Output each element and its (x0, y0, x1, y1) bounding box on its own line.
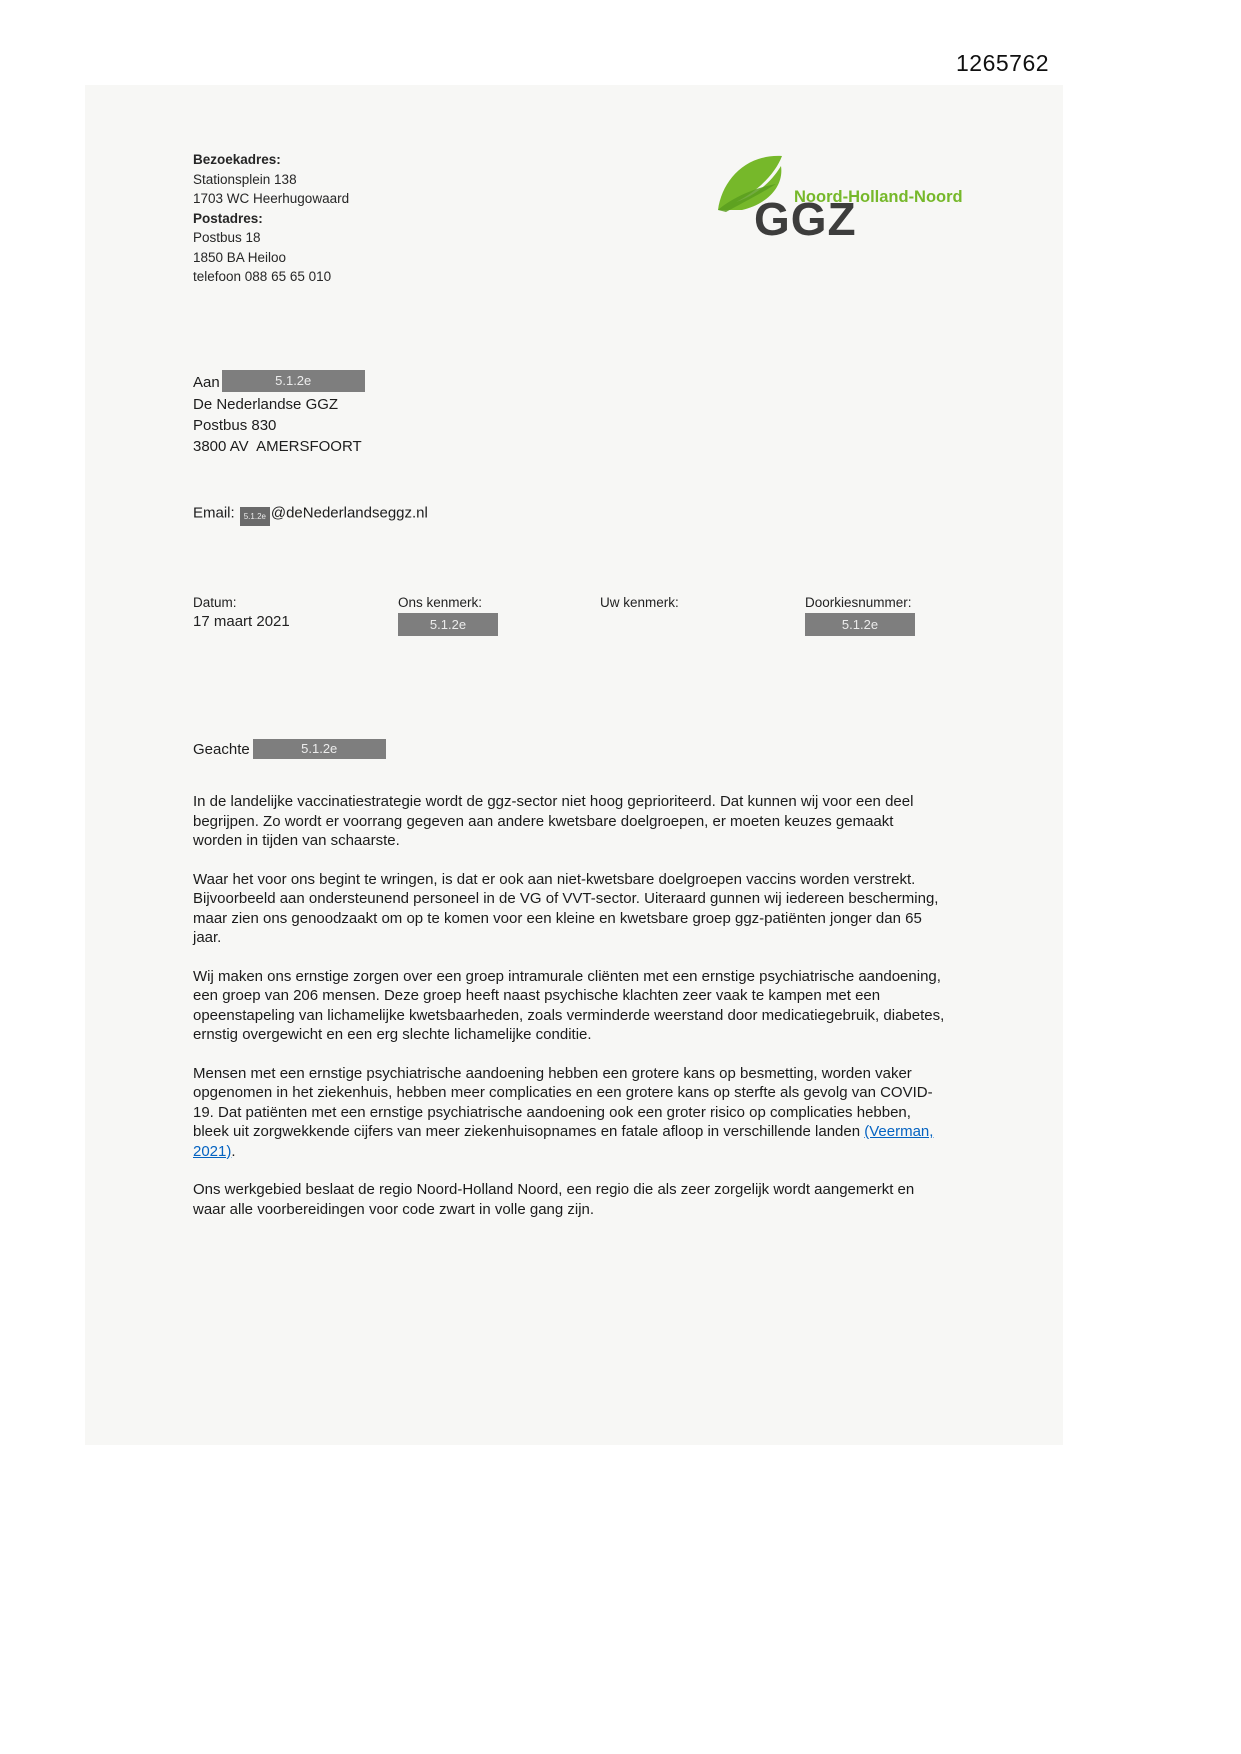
doorkiesnummer-column (805, 595, 915, 636)
paragraph: In de landelijke vaccinatiestrategie wordt de ggz-sector niet hoog geprioriteerd. Dat kunnen wij voor een deel begrijpen. Zo wordt er voorrang gegeven aan andere kwetsbare doelgroepen, er moeten keuzes gemaakt worden in tijden van schaarste. (193, 793, 914, 849)
redaction-box: 5.1.2e (805, 613, 915, 636)
redaction-box: 5.1.2e (253, 739, 386, 759)
email-label: Email: (193, 504, 235, 522)
paragraph-text: Mensen met een ernstige psychiatrische aandoening hebben een grotere kans op besmetting, worden vaker opgenomen in het ziekenhuis, hebben meer complicaties en een grotere kans op sterfte als gevolg van COVID-19. Dat patiënten met een ernstige psychiatrische aandoening ook een groter risico op complicaties hebben, bleek uit zorgwekkende cijfers van meer ziekenhuisopnames en fatale afloop in verschillende landen (193, 1064, 933, 1140)
uw-kenmerk-column (600, 595, 679, 613)
recipient-aan-line (193, 372, 365, 394)
postal-address-line: 1850 BA Heiloo (193, 249, 287, 265)
redaction-box: 5.1.2e (398, 613, 498, 636)
aan-label: Aan (193, 374, 220, 391)
paragraph: Ons werkgebied beslaat de regio Noord-Holland Noord, een regio die als zeer zorgelijk wordt aangemerkt en waar alle voorbereidingen voor code zwart in volle gang zijn. (193, 1181, 915, 1218)
email-suffix: @deNederlandseggz.nl (270, 504, 428, 522)
ggz-logo (710, 146, 1000, 261)
postal-address-label: Postadres: (193, 210, 263, 226)
redaction-box: 5.1.2e (240, 507, 270, 526)
scanned-page-background (85, 85, 1063, 1445)
redaction-box: 5.1.2e (222, 370, 365, 392)
recipient-block (193, 372, 365, 457)
paragraph: Waar het voor ons begint te wringen, is dat er ook aan niet-kwetsbare doelgroepen vaccins worden verstrekt. Bijvoorbeeld aan ondersteunend personeel in de VG of VVT-sector. Uiteraard gunnen wij iedereen bescherming, maar zien ons genoodzaakt om op te komen voor een kleine en kwetsbare groep ggz-patiënten jonger dan 65 jaar. (193, 870, 939, 946)
paragraph (193, 1064, 945, 1162)
paragraph-text: . (231, 1142, 236, 1160)
datum-column (193, 595, 290, 630)
logo-brand-text: GGZ (754, 193, 857, 245)
letter-body (193, 792, 945, 1238)
recipient-line: De Nederlandse GGZ (193, 396, 339, 414)
letterhead-address-block (193, 150, 349, 287)
uw-kenmerk-label: Uw kenmerk: (600, 595, 679, 610)
postal-address-line: Postbus 18 (193, 230, 261, 245)
visit-address-line: Stationsplein 138 (193, 171, 297, 187)
ons-kenmerk-column (398, 595, 498, 636)
salutation-line (193, 740, 386, 760)
visit-address-line: 1703 WC Heerhugowaard (193, 191, 350, 206)
datum-value: 17 maart 2021 (193, 613, 290, 630)
salutation-label: Geachte (193, 740, 250, 758)
veerman-2021-link[interactable]: (Veerman, 2021) (193, 1123, 934, 1160)
doorkiesnummer-label: Doorkiesnummer: (805, 595, 912, 610)
ons-kenmerk-label: Ons kenmerk: (398, 595, 483, 610)
logo-region-text: Noord-Holland-Noord (794, 188, 963, 206)
visit-address-label: Bezoekadres: (193, 152, 281, 167)
email-line (193, 504, 428, 523)
paragraph: Wij maken ons ernstige zorgen over een groep intramurale cliënten met een ernstige psychiatrische aandoening, een groep van 206 mensen. Deze groep heeft naast psychische klachten zeer vaak te kampen met een opeenstapeling van lichamelijke kwetsbaarheden, zoals verminderde weerstand door medicatiegebruik, diabetes, ernstig overgewicht en een erg slechte lichamelijke conditie. (193, 967, 945, 1043)
datum-label: Datum: (193, 595, 237, 610)
recipient-line: 3800 AV AMERSFOORT (193, 438, 362, 456)
phone-line: telefoon 088 65 65 010 (193, 269, 332, 284)
recipient-line: Postbus 830 (193, 417, 277, 435)
document-number: 1265762 (956, 50, 1050, 76)
